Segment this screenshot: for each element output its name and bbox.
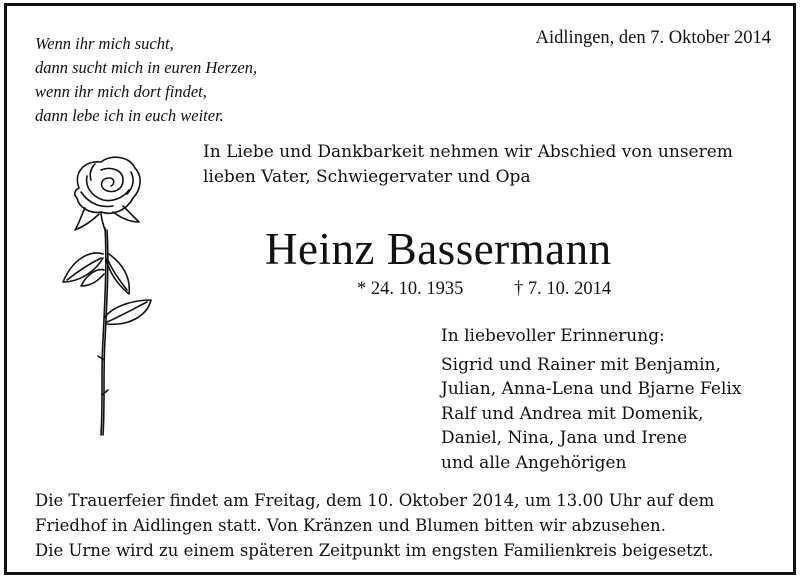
mourner-line: Daniel, Nina, Jana und Irene	[441, 428, 688, 448]
mourner-line: Ralf und Andrea mit Domenik,	[441, 403, 704, 424]
mourners-title: In liebevoller Erinnerung:	[441, 326, 665, 346]
deceased-name: Heinz Bassermann	[265, 224, 612, 274]
obituary-card	[4, 3, 796, 575]
poem-line: dann lebe ich in euch weiter.	[35, 106, 224, 125]
life-dates	[357, 279, 611, 300]
mourner-line: Julian, Anna-Lena und Bjarne Felix	[441, 379, 742, 399]
intro-line: In Liebe und Dankbarkeit nehmen wir Abschied von unserem	[203, 142, 733, 162]
mourners-block	[441, 324, 741, 475]
mourner-line: Sigrid und Rainer mit Benjamin,	[441, 354, 721, 375]
mourner-line: und alle Angehörigen	[441, 452, 627, 473]
intro-line: lieben Vater, Schwiegervater und Opa	[203, 167, 531, 187]
poem-line: dann sucht mich in euren Herzen,	[35, 58, 258, 77]
intro-text	[203, 140, 733, 190]
poem-line: Wenn ihr mich sucht,	[35, 34, 174, 53]
poem-line: wenn ihr mich dort findet,	[35, 82, 207, 101]
place-date: Aidlingen, den 7. Oktober 2014	[535, 28, 771, 48]
birth-date: * 24. 10. 1935	[357, 279, 464, 299]
rose-icon	[51, 150, 163, 440]
footer-line: Die Urne wird zu einem späteren Zeitpunkt im engsten Familienkreis beigesetzt.	[35, 541, 714, 560]
footer-line: Friedhof in Aidlingen statt. Von Kränzen und Blumen bitten wir abzusehen.	[35, 516, 666, 535]
poem	[35, 32, 257, 128]
death-date: † 7. 10. 2014	[514, 279, 612, 299]
footer-line: Die Trauerfeier findet am Freitag, dem 10. Oktober 2014, um 13.00 Uhr auf dem	[35, 491, 715, 510]
funeral-notice	[35, 488, 714, 563]
